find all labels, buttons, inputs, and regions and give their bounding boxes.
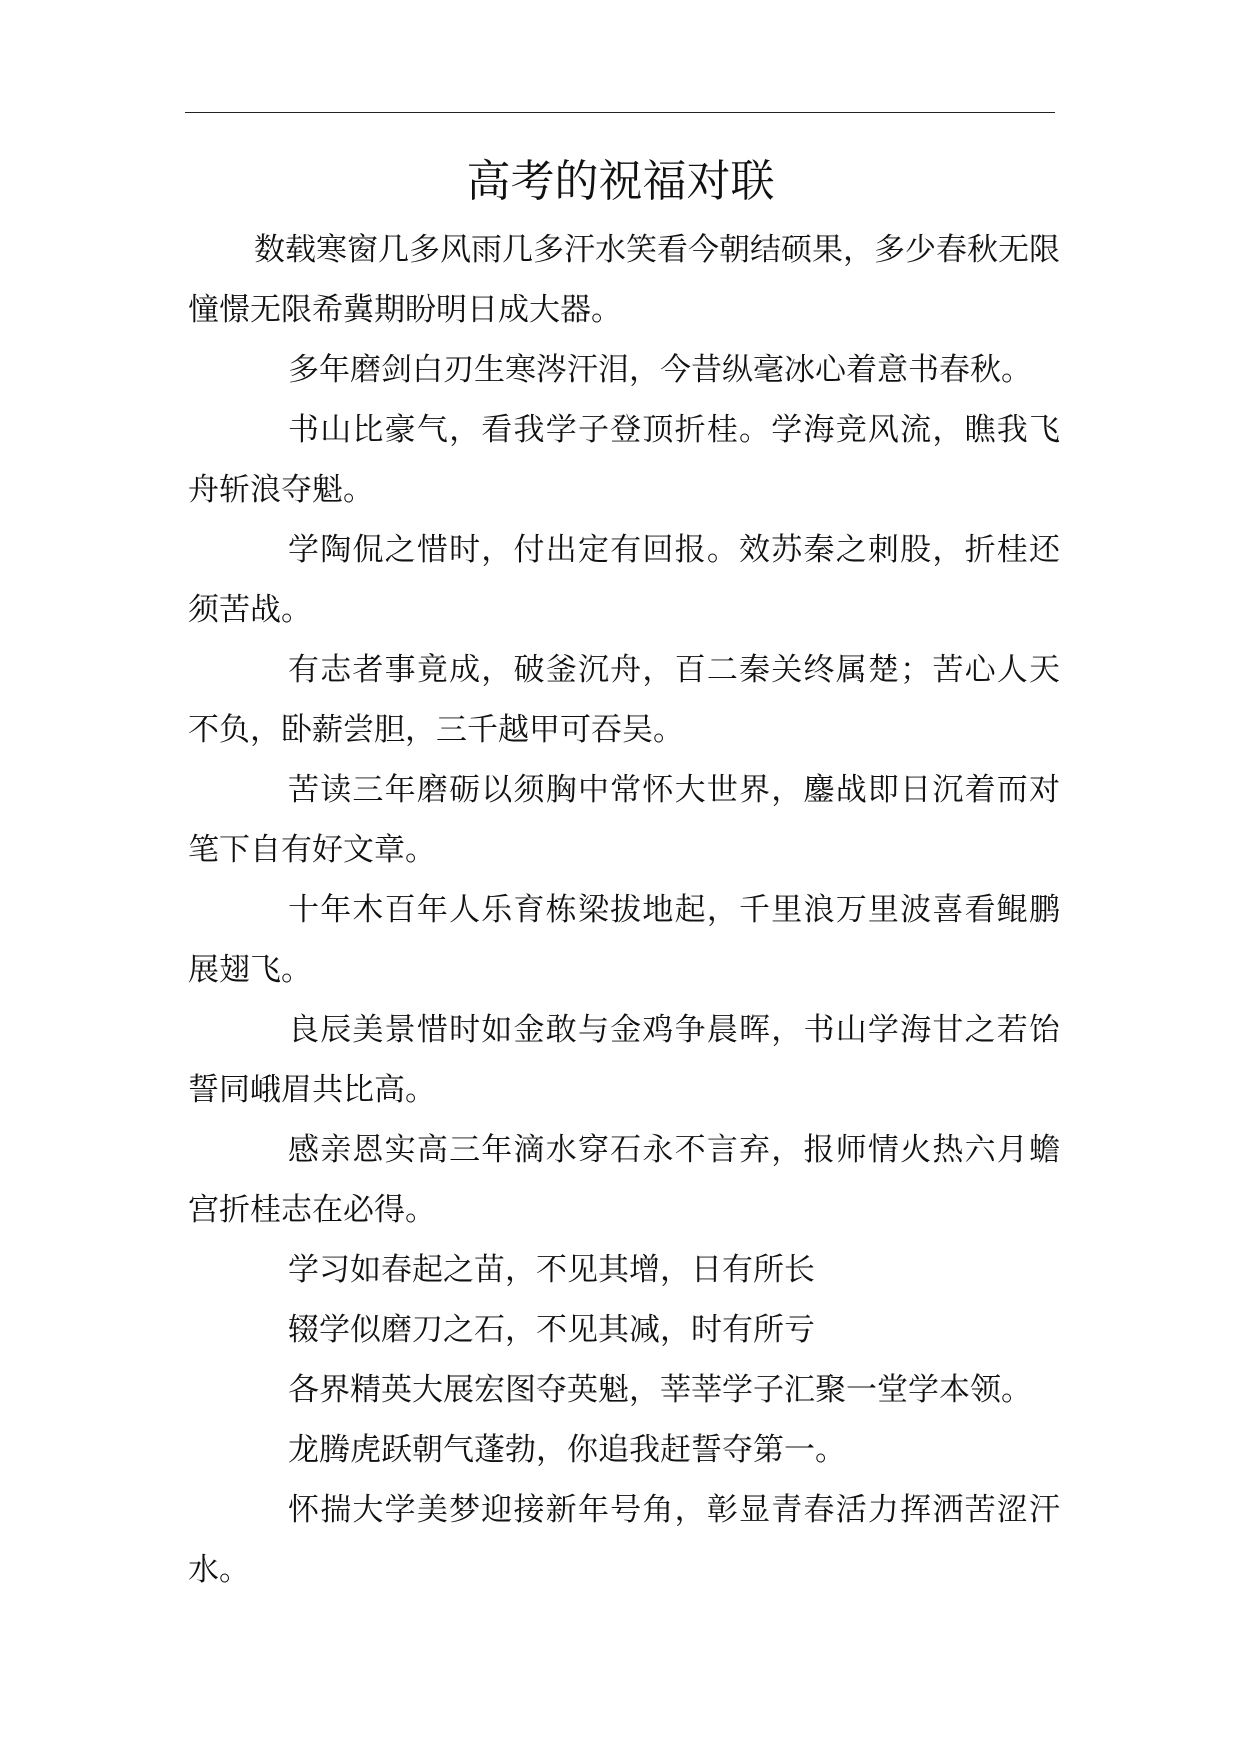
paragraph: 良辰美景惜时如金敢与金鸡争晨晖，书山学海甘之若饴誓同峨眉共比高。 <box>188 1012 1060 1108</box>
paragraph: 各界精英大展宏图夺英魁，莘莘学子汇聚一堂学本领。 <box>288 1372 1032 1408</box>
paragraph: 数载寒窗几多风雨几多汗水笑看今朝结硕果，多少春秋无限憧憬无限希冀期盼明日成大器。 <box>188 232 1060 328</box>
paragraph: 学习如春起之苗，不见其增，日有所长 <box>288 1252 815 1288</box>
paragraph: 多年磨剑白刃生寒涔汗泪，今昔纵毫冰心着意书春秋。 <box>288 352 1032 388</box>
paragraph: 学陶侃之惜时，付出定有回报。效苏秦之刺股，折桂还须苦战。 <box>188 532 1060 628</box>
paragraph: 龙腾虎跃朝气蓬勃，你追我赶誓夺第一。 <box>288 1432 846 1468</box>
paragraph: 怀揣大学美梦迎接新年号角，彰显青春活力挥洒苦涩汗水。 <box>188 1492 1060 1588</box>
paragraph: 感亲恩实高三年滴水穿石永不言弃，报师情火热六月蟾宫折桂志在必得。 <box>188 1132 1060 1228</box>
document-body <box>188 220 1060 1600</box>
paragraph: 辍学似磨刀之石，不见其减，时有所亏 <box>288 1312 815 1348</box>
paragraph: 书山比豪气，看我学子登顶折桂。学海竞风流，瞧我飞舟斩浪夺魁。 <box>188 412 1060 508</box>
paragraph: 有志者事竟成，破釜沉舟，百二秦关终属楚；苦心人天不负，卧薪尝胆，三千越甲可吞吴。 <box>188 652 1060 748</box>
paragraph: 苦读三年磨砺以须胸中常怀大世界，鏖战即日沉着而对笔下自有好文章。 <box>188 772 1060 868</box>
header-rule <box>185 112 1055 113</box>
paragraph: 十年木百年人乐育栋梁拔地起，千里浪万里波喜看鲲鹏展翅飞。 <box>188 892 1060 988</box>
document-title: 高考的祝福对联 <box>466 156 775 207</box>
